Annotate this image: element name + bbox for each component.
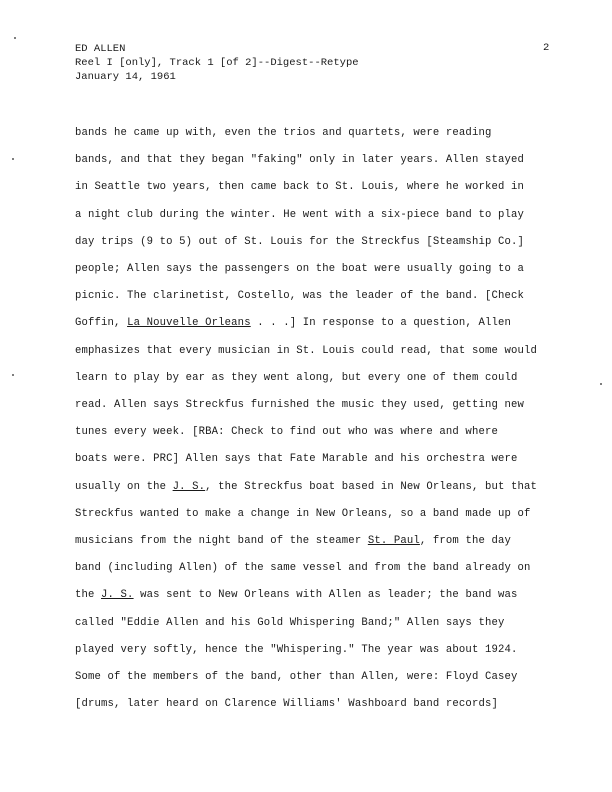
text-line: a night club during the winter. He went with a six-piece band to play (75, 208, 525, 221)
text-line: picnic. The clarinetist, Costello, was the leader of the band. [Check (75, 290, 525, 303)
text-line (75, 474, 585, 501)
margin-mark (12, 374, 14, 376)
text-line: in Seattle two years, then came back to St. Louis, where he worked in (75, 181, 525, 194)
boat-name-underlined: St. Paul (367, 535, 420, 548)
page-number: 2 (543, 42, 550, 54)
text-line (75, 528, 585, 555)
text-fragment: the (75, 589, 102, 602)
text-line: read. Allen says Streckfus furnished the music they used, getting new (75, 399, 525, 412)
reel-info: Reel I [only], Track 1 [of 2]--Digest--Retype (75, 57, 359, 69)
text-line: day trips (9 to 5) out of St. Louis for the Streckfus [Steamship Co.] (75, 235, 525, 248)
interviewee-name: ED ALLEN (75, 43, 126, 55)
text-line: boats were. PRC] Allen says that Fate Marable and his orchestra were (75, 453, 518, 466)
text-line: bands, and that they began "faking" only in later years. Allen stayed (75, 154, 525, 167)
text-line: people; Allen says the passengers on the boat were usually going to a (75, 263, 525, 276)
text-line: Some of the members of the band, other than Allen, were: Floyd Casey (75, 671, 518, 684)
transcript-body (75, 120, 585, 718)
text-line (75, 310, 585, 337)
text-fragment: was sent to New Orleans with Allen as leader; the band was (133, 589, 518, 602)
text-fragment: usually on the (75, 480, 173, 493)
text-line: played very softly, hence the "Whispering." The year was about 1924. (75, 643, 518, 656)
text-fragment: . . .] In response to a question, Allen (250, 317, 511, 330)
text-line: bands he came up with, even the trios and quartets, were reading (75, 127, 492, 139)
margin-mark (14, 37, 16, 39)
interview-date: January 14, 1961 (75, 71, 176, 83)
text-line: emphasizes that every musician in St. Louis could read, that some would (75, 344, 538, 357)
boat-name-underlined: J. S. (172, 480, 206, 493)
text-line (75, 582, 585, 609)
margin-mark (12, 158, 14, 160)
text-fragment: musicians from the night band of the steamer (75, 535, 368, 548)
text-line: Streckfus wanted to make a change in New Orleans, so a band made up of (75, 507, 531, 520)
text-fragment: Goffin, (75, 317, 128, 330)
boat-name-underlined: J. S. (101, 589, 134, 602)
text-line: band (including Allen) of the same vessel and from the band already on (75, 562, 531, 575)
text-line: learn to play by ear as they went along, but every one of them could (75, 371, 518, 384)
book-title-underlined: La Nouvelle Orleans (127, 317, 251, 330)
text-fragment: , from the day (419, 535, 511, 548)
text-line: called "Eddie Allen and his Gold Whispering Band;" Allen says they (75, 616, 505, 629)
margin-mark (600, 383, 602, 385)
text-line: [drums, later heard on Clarence Williams' Washboard band records] (75, 698, 498, 711)
text-fragment: , the Streckfus boat based in New Orleans, but that (205, 480, 538, 493)
document-header (75, 42, 359, 84)
text-line: tunes every week. [RBA: Check to find out who was where and where (75, 426, 498, 439)
